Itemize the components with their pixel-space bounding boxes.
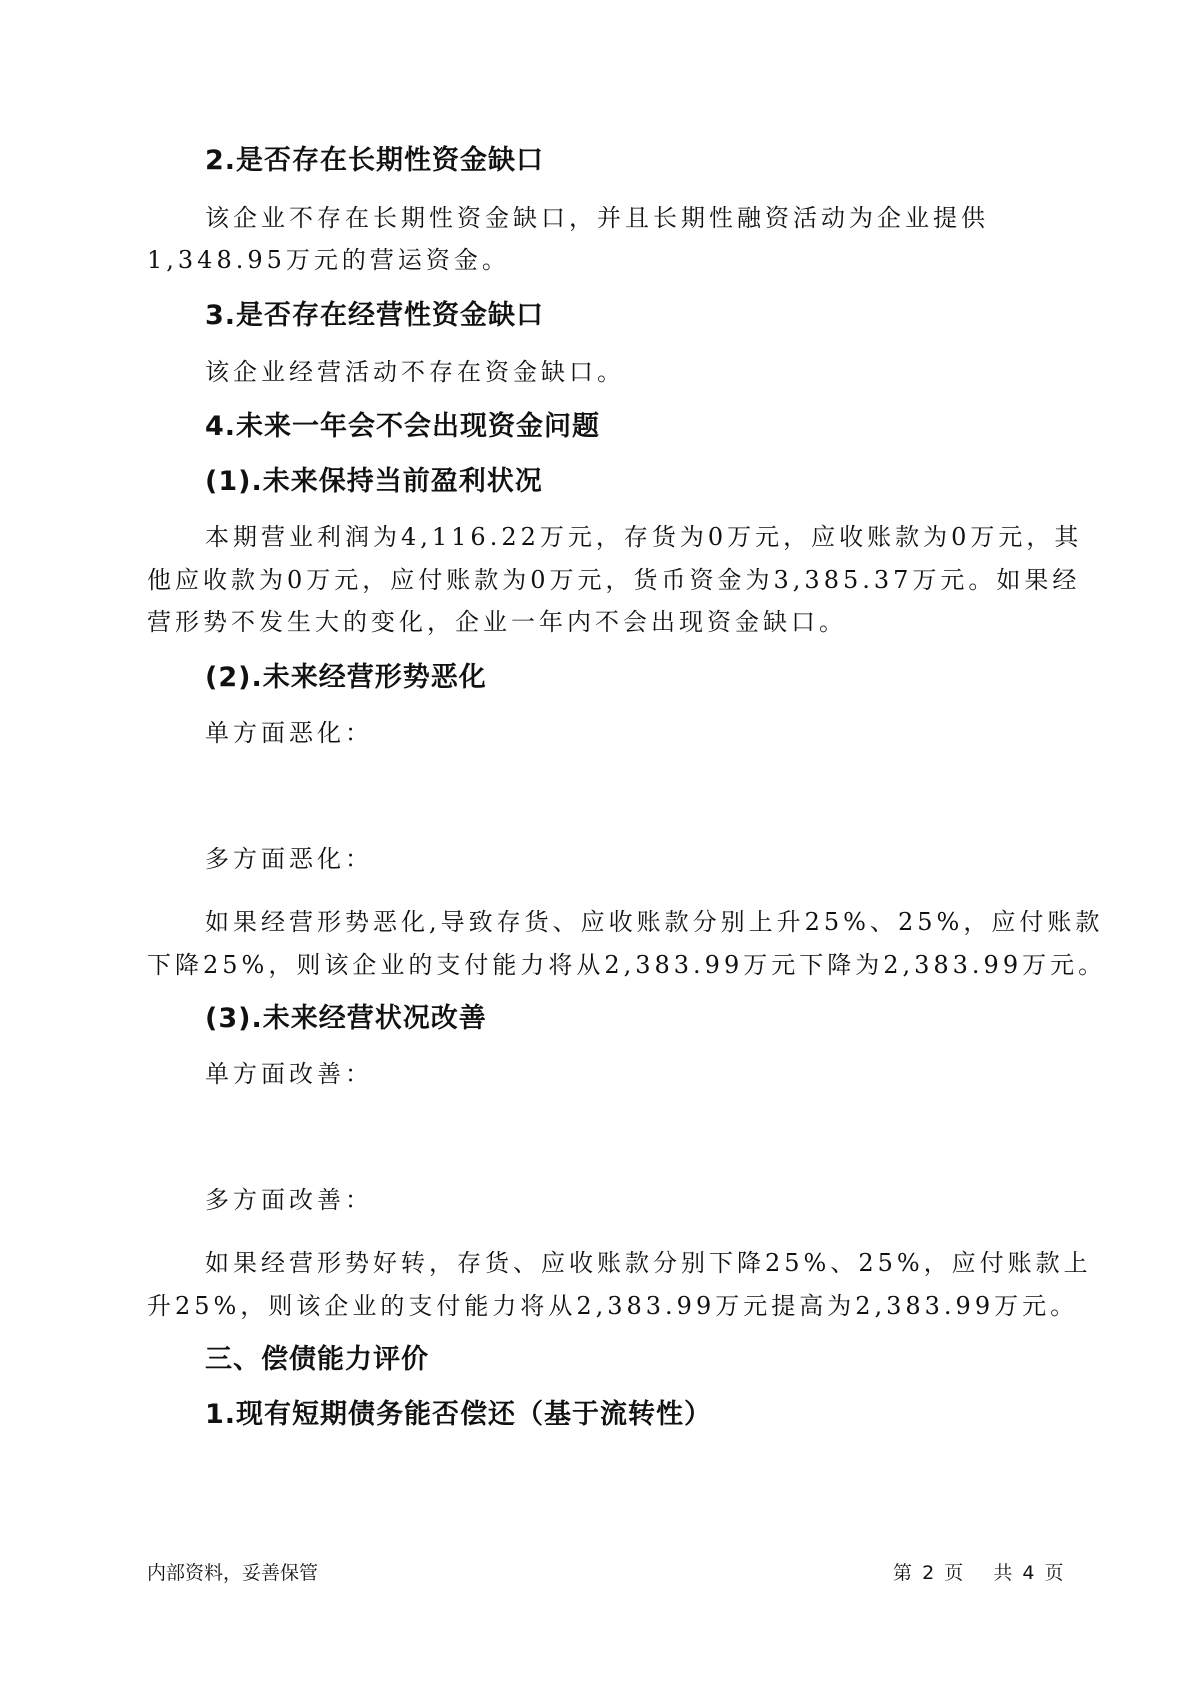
label-multi-improving: 多方面改善： — [205, 1186, 373, 1214]
total-unit: 页 — [1044, 1562, 1064, 1584]
page-current: 2 — [922, 1562, 935, 1584]
heading-long-term-gap: 2.是否存在长期性资金缺口 — [205, 145, 545, 176]
page-unit: 页 — [944, 1562, 964, 1584]
paragraph-long-term-gap-line1: 该企业不存在长期性资金缺口，并且长期性融资活动为企业提供 — [205, 204, 989, 232]
total-prefix: 共 — [993, 1562, 1013, 1584]
paragraph-worsening-line1: 如果经营形势恶化,导致存货、应收账款分别上升25%、25%，应付账款 — [205, 908, 1104, 936]
paragraph-worsening-line2: 下降25%，则该企业的支付能力将从2,383.99万元下降为2,383.99万元。 — [147, 951, 1107, 979]
page-total: 4 — [1022, 1562, 1035, 1584]
paragraph-operating-gap: 该企业经营活动不存在资金缺口。 — [205, 358, 625, 386]
paragraph-improving-line2: 升25%，则该企业的支付能力将从2,383.99万元提高为2,383.99万元。 — [147, 1292, 1079, 1320]
paragraph-current-line1: 本期营业利润为4,116.22万元，存货为0万元，应收账款为0万元，其 — [205, 523, 1083, 551]
heading-solvency-evaluation: 三、偿债能力评价 — [205, 1344, 429, 1375]
paragraph-current-line2: 他应收款为0万元，应付账款为0万元，货币资金为3,385.37万元。如果经 — [147, 566, 1081, 594]
heading-keep-current: (1).未来保持当前盈利状况 — [205, 466, 543, 497]
heading-operating-gap: 3.是否存在经营性资金缺口 — [205, 300, 545, 331]
heading-improving: (3).未来经营状况改善 — [205, 1003, 487, 1034]
heading-short-term-debt: 1.现有短期债务能否偿还（基于流转性） — [205, 1399, 713, 1430]
footer-confidential-note: 内部资料，妥善保管 — [147, 1562, 319, 1584]
label-single-improving: 单方面改善： — [205, 1060, 373, 1088]
paragraph-current-line3: 营形势不发生大的变化，企业一年内不会出现资金缺口。 — [147, 608, 847, 636]
heading-next-year: 4.未来一年会不会出现资金问题 — [205, 411, 601, 442]
footer-page-number — [893, 1558, 1064, 1585]
paragraph-improving-line1: 如果经营形势好转，存货、应收账款分别下降25%、25%，应付账款上 — [205, 1249, 1092, 1277]
heading-worsening: (2).未来经营形势恶化 — [205, 662, 487, 693]
label-multi-worsening: 多方面恶化： — [205, 845, 373, 873]
page-prefix: 第 — [893, 1562, 913, 1584]
label-single-worsening: 单方面恶化： — [205, 719, 373, 747]
paragraph-long-term-gap-line2: 1,348.95万元的营运资金。 — [147, 246, 510, 274]
